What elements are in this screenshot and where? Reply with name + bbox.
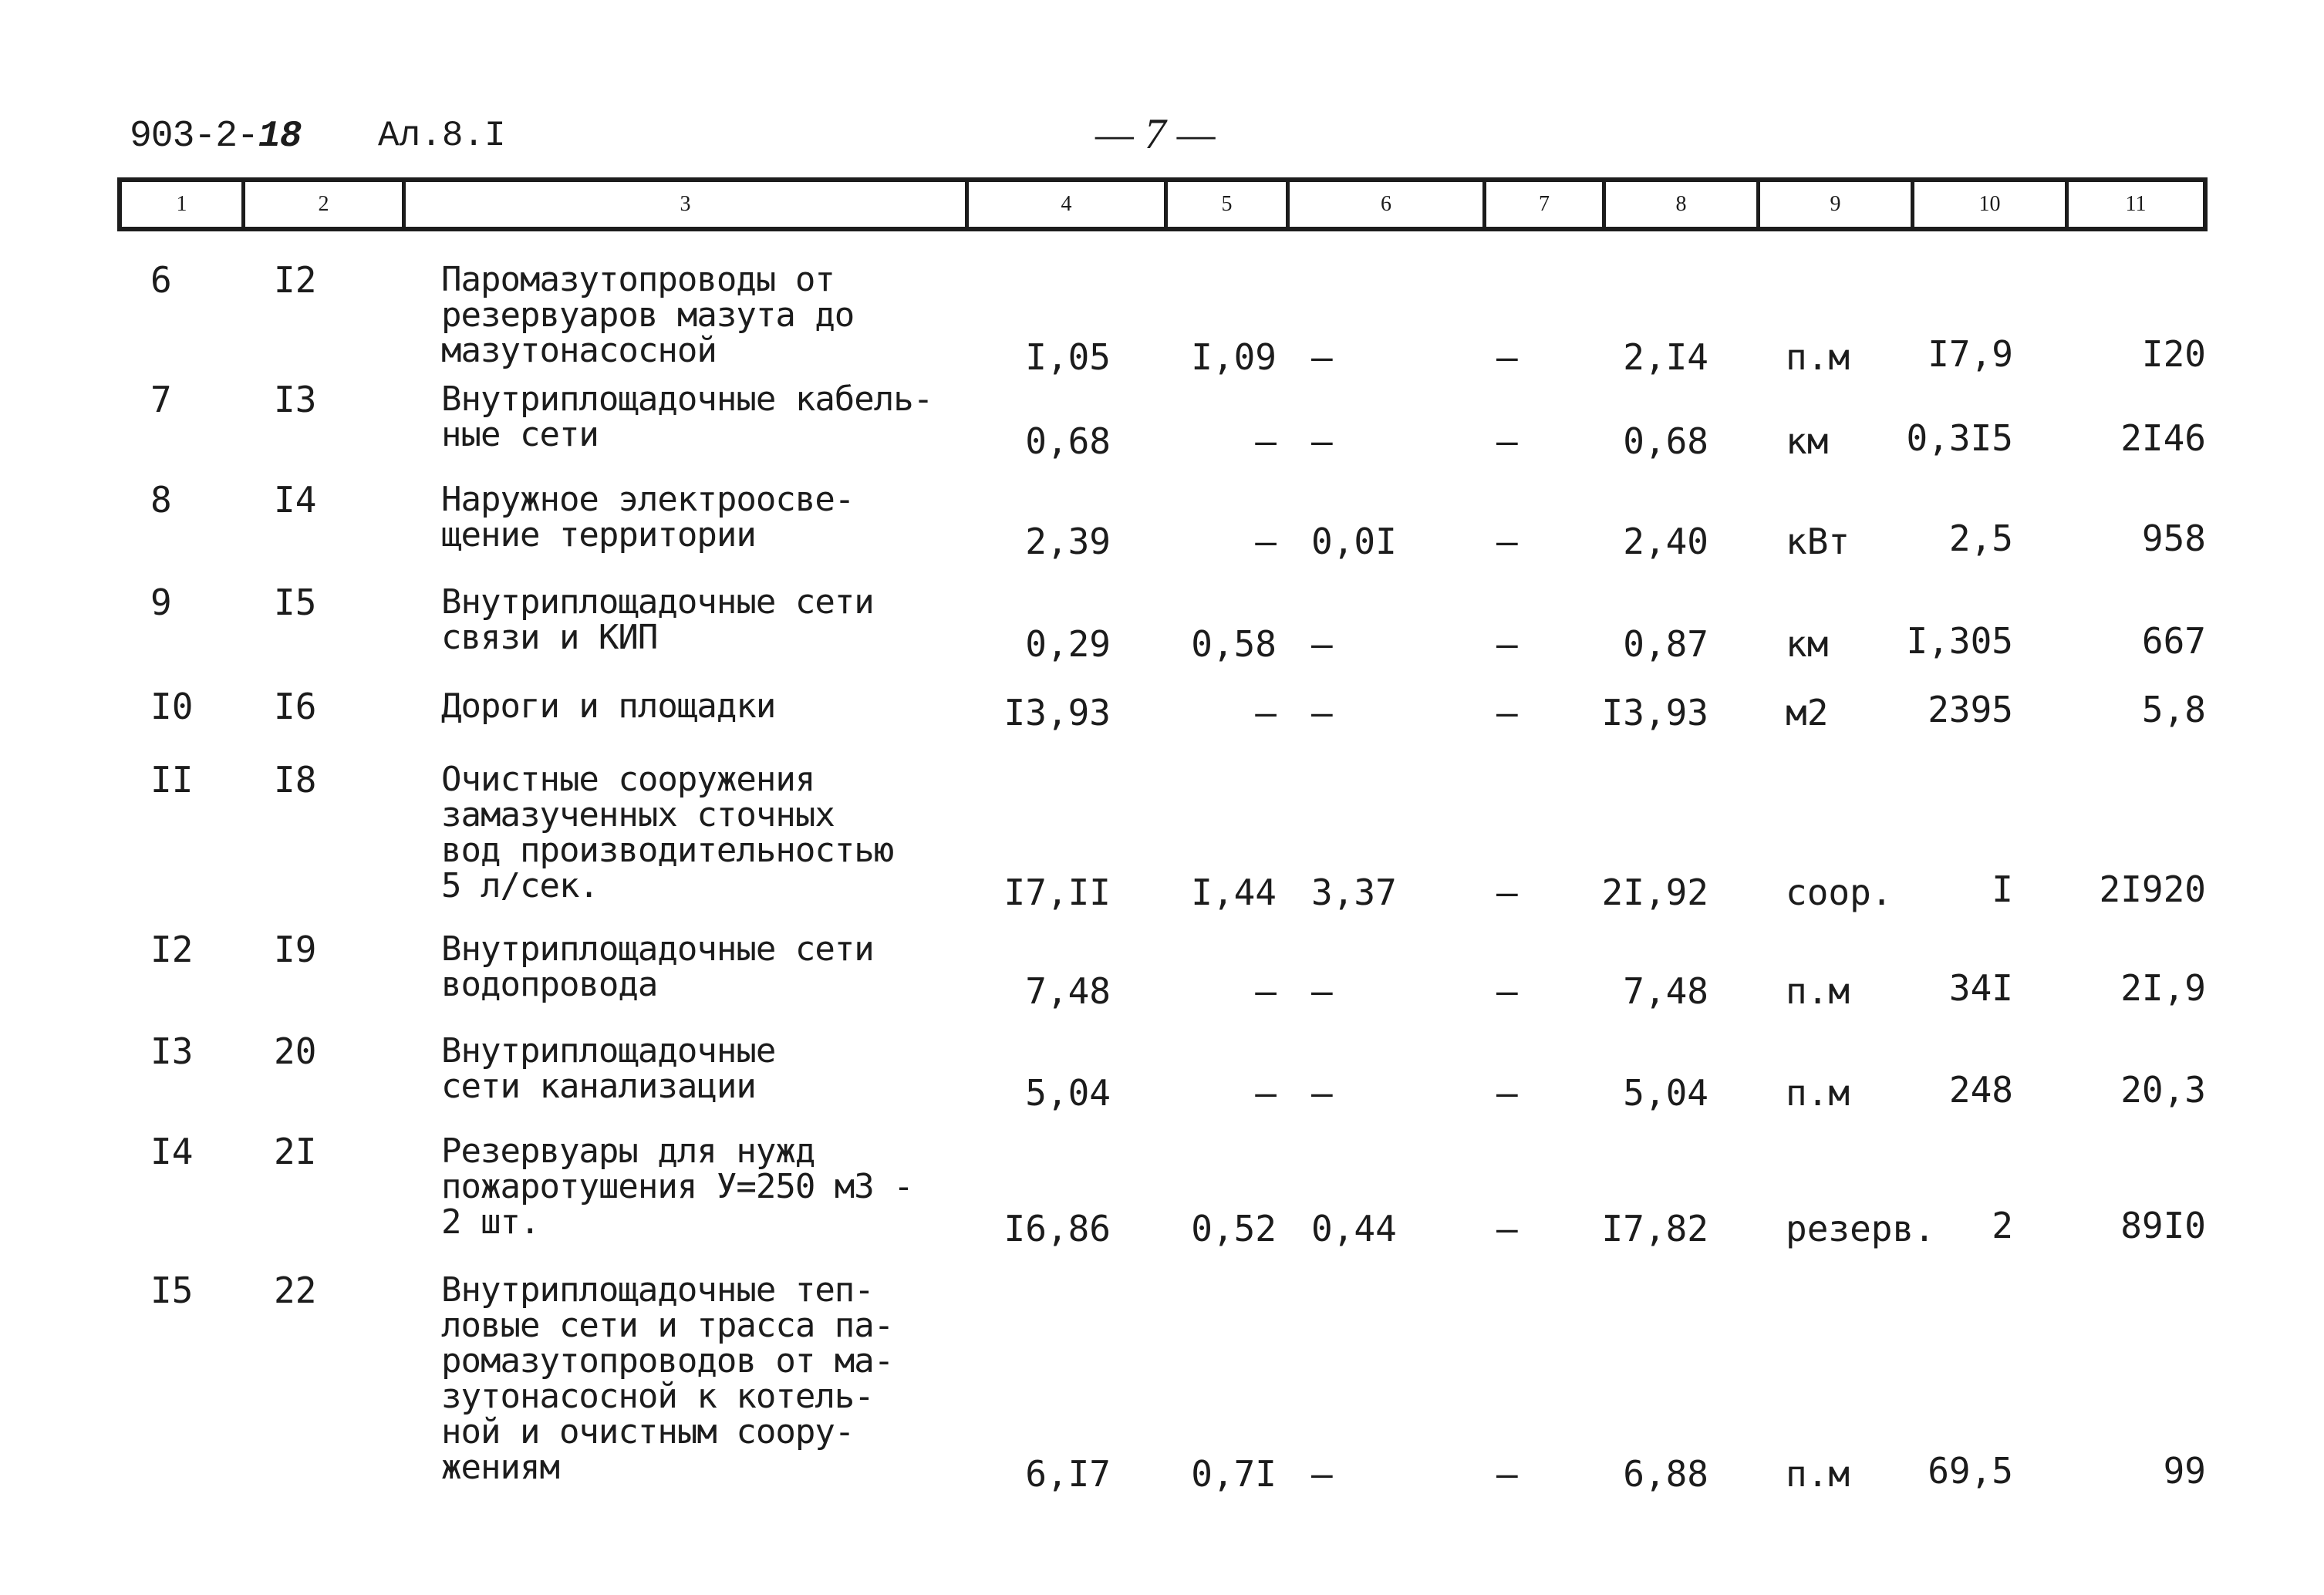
col5-value: I,09 <box>1191 336 1277 378</box>
col7-value: – <box>1496 623 1518 665</box>
row-description-line: ловые сети и трасса па- <box>441 1306 894 1345</box>
row-description-line: зутонасосной к котель- <box>441 1377 874 1416</box>
total-value: 2I,92 <box>1601 872 1708 913</box>
col4-value: I6,86 <box>1003 1208 1111 1249</box>
col5-value: – <box>1255 1072 1277 1114</box>
row-number: I3 <box>150 1030 194 1072</box>
total-value: 6,88 <box>1623 1453 1708 1495</box>
row-description-line: Внутриплощадочные сети <box>441 929 874 969</box>
quantity: 2 <box>1992 1205 2013 1246</box>
quantity: 2395 <box>1928 689 2013 730</box>
column-header-3: 3 <box>406 182 969 227</box>
object-number: I3 <box>274 379 317 420</box>
object-number: 22 <box>274 1270 317 1311</box>
col4-value: I,05 <box>1025 336 1111 378</box>
row-description-line: 5 л/сек. <box>441 866 599 905</box>
row-description-line: щение территории <box>441 515 756 555</box>
col5-value: 0,7I <box>1191 1453 1277 1495</box>
column-header-2: 2 <box>245 182 406 227</box>
total-value: 2,I4 <box>1623 336 1708 378</box>
col6-value: – <box>1311 970 1333 1012</box>
quantity: I7,9 <box>1928 333 2013 375</box>
col4-value: 0,68 <box>1025 420 1111 462</box>
unit: кВт <box>1786 521 1850 562</box>
col6-value: – <box>1311 623 1333 665</box>
col6-value: 0,44 <box>1311 1208 1397 1249</box>
column-header-4: 4 <box>969 182 1168 227</box>
unit: км <box>1786 623 1829 665</box>
total-value: 2,40 <box>1623 521 1708 562</box>
unit: резерв. <box>1786 1208 1935 1249</box>
object-number: 2I <box>274 1131 317 1172</box>
total-value: I7,82 <box>1601 1208 1708 1249</box>
row-description-line: Дороги и площадки <box>441 686 776 726</box>
unit: п.м <box>1786 1072 1850 1114</box>
total-value: I3,93 <box>1601 692 1708 733</box>
col4-value: 2,39 <box>1025 521 1111 562</box>
col5-value: – <box>1255 970 1277 1012</box>
unit-cost: 2I920 <box>2099 868 2206 910</box>
object-number: 20 <box>274 1030 317 1072</box>
col6-value: – <box>1311 420 1333 462</box>
row-number: 7 <box>150 379 172 420</box>
col6-value: 3,37 <box>1311 872 1397 913</box>
unit-cost: 958 <box>2141 518 2206 559</box>
col7-value: – <box>1496 336 1518 378</box>
quantity: 0,3I5 <box>1906 417 2013 459</box>
quantity: I,305 <box>1906 620 2013 662</box>
column-header-7: 7 <box>1486 182 1606 227</box>
unit-cost: 2I,9 <box>2120 967 2206 1009</box>
col5-value: 0,58 <box>1191 623 1277 665</box>
quantity: 69,5 <box>1928 1450 2013 1492</box>
column-header-11: 11 <box>2125 192 2147 216</box>
col4-value: I3,93 <box>1003 692 1111 733</box>
unit-cost: 89I0 <box>2120 1205 2206 1246</box>
total-value: 0,68 <box>1623 420 1708 462</box>
unit: п.м <box>1786 970 1850 1012</box>
quantity: 2,5 <box>1948 518 2013 559</box>
row-description-line: 2 шт. <box>441 1202 540 1242</box>
row-description-line: Резервуары для нужд <box>441 1131 815 1171</box>
unit-cost: 2I46 <box>2120 417 2206 459</box>
row-description-line: ные сети <box>441 415 599 454</box>
row-number: 9 <box>150 582 172 623</box>
row-description-line: Наружное электроосве- <box>441 480 855 519</box>
document-code: 903-2-18 <box>130 116 302 157</box>
column-header-5: 5 <box>1168 182 1290 227</box>
unit: п.м <box>1786 1453 1850 1495</box>
col7-value: – <box>1496 521 1518 562</box>
row-description-line: пожаротушения У=250 м3 - <box>441 1167 913 1206</box>
row-description-line: Внутриплощадочные сети <box>441 582 874 622</box>
col7-value: – <box>1496 872 1518 913</box>
col7-value: – <box>1496 1453 1518 1495</box>
row-description-line: резервуаров мазута до <box>441 295 855 335</box>
unit-cost: 20,3 <box>2120 1069 2206 1111</box>
total-value: 5,04 <box>1623 1072 1708 1114</box>
column-header-9: 9 <box>1760 182 1914 227</box>
page-number: — 7 — <box>1095 110 1216 158</box>
column-header-10: 10 <box>1914 182 2069 227</box>
row-description-line: сети канализации <box>441 1067 756 1106</box>
row-number: I0 <box>150 686 194 727</box>
row-description-line: замазученных сточных <box>441 795 835 835</box>
object-number: I6 <box>274 686 317 727</box>
unit-cost: 99 <box>2163 1450 2206 1492</box>
col6-value: – <box>1311 1072 1333 1114</box>
col4-value: 7,48 <box>1025 970 1111 1012</box>
unit-cost: 667 <box>2141 620 2206 662</box>
col6-value: – <box>1311 336 1333 378</box>
row-description-line: жениям <box>441 1448 559 1487</box>
col5-value: – <box>1255 521 1277 562</box>
row-description-line: Паромазутопроводы от <box>441 260 835 299</box>
unit: км <box>1786 420 1829 462</box>
unit: м2 <box>1786 692 1829 733</box>
row-number: I2 <box>150 929 194 970</box>
row-description-line: водопровода <box>441 965 658 1004</box>
row-description-line: ромазутопроводов от ма- <box>441 1341 894 1381</box>
quantity: I <box>1992 868 2013 910</box>
row-number: I5 <box>150 1270 194 1311</box>
row-description-line: Очистные сооружения <box>441 760 815 799</box>
column-header-8: 8 <box>1606 182 1760 227</box>
total-value: 7,48 <box>1623 970 1708 1012</box>
col4-value: 5,04 <box>1025 1072 1111 1114</box>
col7-value: – <box>1496 1208 1518 1249</box>
col5-value: I,44 <box>1191 872 1277 913</box>
object-number: I9 <box>274 929 317 970</box>
col6-value: – <box>1311 692 1333 733</box>
object-number: I8 <box>274 759 317 801</box>
row-number: I4 <box>150 1131 194 1172</box>
col4-value: 6,I7 <box>1025 1453 1111 1495</box>
col7-value: – <box>1496 970 1518 1012</box>
row-number: II <box>150 759 194 801</box>
object-number: I5 <box>274 582 317 623</box>
row-description-line: Внутриплощадочные <box>441 1031 776 1071</box>
column-header-1: 1 <box>122 182 245 227</box>
object-number: I2 <box>274 259 317 301</box>
unit: соор. <box>1786 872 1893 913</box>
quantity: 34I <box>1948 967 2013 1009</box>
col4-value: 0,29 <box>1025 623 1111 665</box>
unit-cost: 5,8 <box>2141 689 2206 730</box>
col6-value: 0,0I <box>1311 521 1397 562</box>
col6-value: – <box>1311 1453 1333 1495</box>
col7-value: – <box>1496 1072 1518 1114</box>
quantity: 248 <box>1948 1069 2013 1111</box>
unit: п.м <box>1786 336 1850 378</box>
sheet-id: Ал.8.I <box>378 116 506 156</box>
row-description-line: связи и КИП <box>441 618 658 657</box>
col4-value: I7,II <box>1003 872 1111 913</box>
row-description-line: вод производительностью <box>441 831 894 870</box>
col5-value: 0,52 <box>1191 1208 1277 1249</box>
col7-value: – <box>1496 692 1518 733</box>
row-description-line: Внутриплощадочные теп- <box>441 1270 874 1310</box>
total-value: 0,87 <box>1623 623 1708 665</box>
object-number: I4 <box>274 479 317 521</box>
row-description-line: мазутонасосной <box>441 331 717 370</box>
unit-cost: I20 <box>2141 333 2206 375</box>
col5-value: – <box>1255 692 1277 733</box>
col7-value: – <box>1496 420 1518 462</box>
row-description-line: ной и очистным соору- <box>441 1412 855 1452</box>
row-description-line: Внутриплощадочные кабель- <box>441 379 933 419</box>
column-header-6: 6 <box>1290 182 1486 227</box>
row-number: 6 <box>150 259 172 301</box>
col5-value: – <box>1255 420 1277 462</box>
row-number: 8 <box>150 479 172 521</box>
